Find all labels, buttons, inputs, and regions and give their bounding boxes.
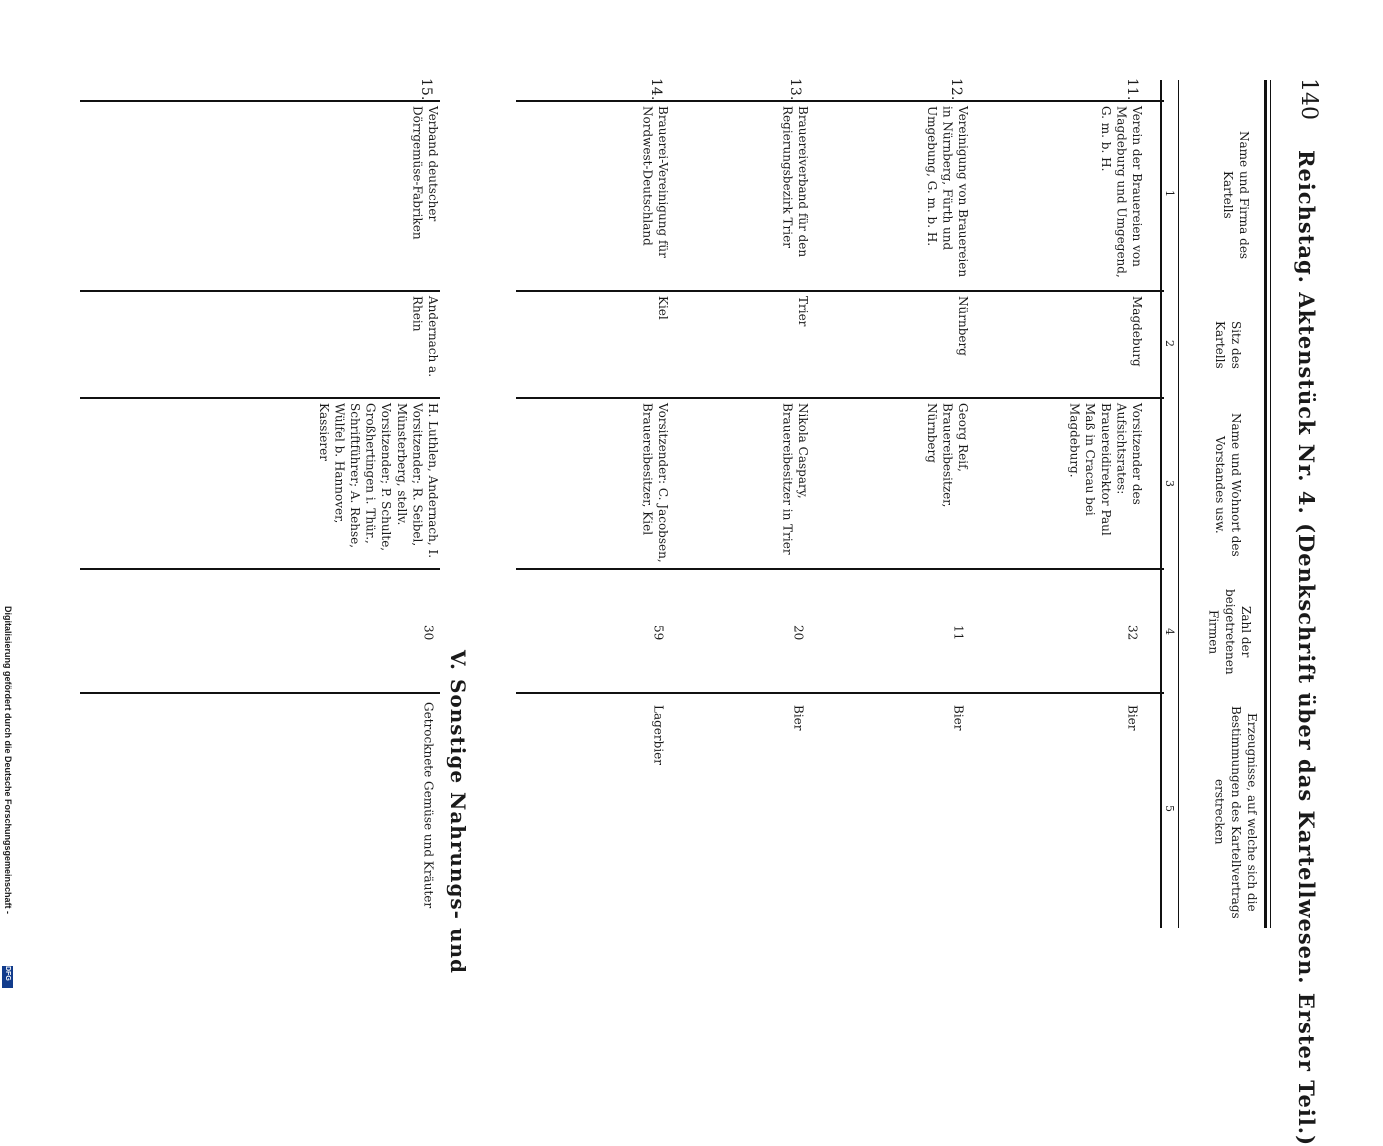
board-members: Vorsitzender: C. Jacobsen, Brauereibesitzer, Kiel [640, 403, 670, 563]
board-members: Vorsitzender des Aufsichtsrates: Brauereidirektor Paul Maß in Cracau bei Magdeburg. [1067, 403, 1144, 536]
col-number-3: 3 [1163, 480, 1176, 487]
row-number: 11. [1124, 78, 1140, 101]
section-heading: V. Sonstige Nahrungs- und [446, 650, 470, 975]
col-sep-2 [516, 290, 1164, 292]
col-header-seat: Sitz des Kartells [1212, 321, 1243, 369]
products: Bier [1125, 705, 1140, 731]
cartel-name: Vereinigung von Brauereien in Nürnberg, Fürth und Umgebung, G. m. b. H. [924, 106, 970, 278]
products: Bier [951, 705, 966, 731]
col-number-1: 1 [1163, 190, 1176, 197]
row-number: 13. [787, 78, 803, 101]
col-number-5: 5 [1163, 805, 1176, 812]
board-members: Nikola Caspary, Brauereibesitzer in Trier [780, 403, 810, 555]
col-number-2: 2 [1163, 340, 1176, 347]
cartel-seat: Nürnberg [956, 296, 970, 356]
products: Getrocknete Gemüse und Kräuter [421, 702, 436, 909]
header-bottom-rule [1160, 80, 1162, 928]
row-number: 15. [418, 78, 434, 101]
dfg-logo-text: DFG [4, 966, 11, 981]
products: Bier [791, 705, 806, 731]
cartel-name: Verein der Brauereien von Magdeburg und Umgegend, G. m. b. H. [1098, 106, 1144, 278]
page-number: 140 [1296, 78, 1321, 120]
products: Lagerbier [651, 705, 666, 765]
cartel-seat: Trier [796, 296, 810, 327]
lower-col-sep-1 [80, 100, 440, 102]
lower-col-sep-2 [80, 290, 440, 292]
cartel-seat: Kiel [656, 296, 670, 320]
col-sep-3 [516, 397, 1164, 399]
member-count: 11 [951, 625, 966, 641]
row-number: 12. [948, 78, 964, 101]
cartel-seat: Andernach a. Rhein [410, 296, 440, 378]
col-header-count: Zahl der beigetretenen Firmen [1206, 589, 1253, 675]
cartel-name: Verband deutscher Dörrgemüse-Fabriken [410, 106, 440, 240]
cartel-name: Brauerei-Vereinigung für Nordwest-Deutschland [640, 106, 670, 258]
board-members: Georg Reif, Brauereibesitzer, Nürnberg [924, 403, 970, 508]
cartel-seat: Magdeburg [1130, 296, 1144, 367]
col-header-board: Name und Wohnort des Vorstandes usw. [1212, 412, 1243, 557]
member-count: 20 [791, 625, 806, 641]
dfg-logo [2, 966, 13, 988]
row-number: 14. [648, 78, 664, 101]
lower-col-sep-4 [80, 568, 440, 570]
member-count: 30 [421, 625, 436, 641]
col-header-products: Erzeugnisse, auf welche sich die Bestimmungen des Kartellvertrags erstrecken [1212, 705, 1259, 919]
member-count: 32 [1125, 625, 1140, 641]
col-header-name: Name und Firma des Kartells [1220, 130, 1251, 260]
top-double-rule-1 [1264, 80, 1267, 928]
col-sep-4 [516, 568, 1164, 570]
col-sep-1 [516, 100, 1164, 102]
lower-col-sep-3 [80, 397, 440, 399]
cartel-name: Brauereiverband für den Regierungsbezirk Trier [780, 106, 810, 258]
top-double-rule-2 [1270, 80, 1271, 928]
board-members: H. Luthlen, Andernach, I. Vorsitzender; R. Seibel, Münsterberg, stellv. Vorsitzender; P. Schulte, Großhertingen i. Thür., Schriftführer; A. Rehse, Wülfel b. Hannover, Kassierer [316, 403, 440, 559]
lower-col-sep-5 [80, 692, 440, 694]
colnum-rule [1178, 80, 1179, 928]
page-title: Reichstag. Aktenstück Nr. 4. (Denkschrift über das Kartellwesen. Erster Teil.) [1294, 150, 1319, 1146]
digitization-credit: Digitalisierung gefördert durch die Deutsche Forschungsgemeinschaft - [3, 606, 13, 915]
member-count: 59 [651, 625, 666, 641]
col-number-4: 4 [1163, 628, 1176, 635]
col-sep-5 [516, 692, 1164, 694]
